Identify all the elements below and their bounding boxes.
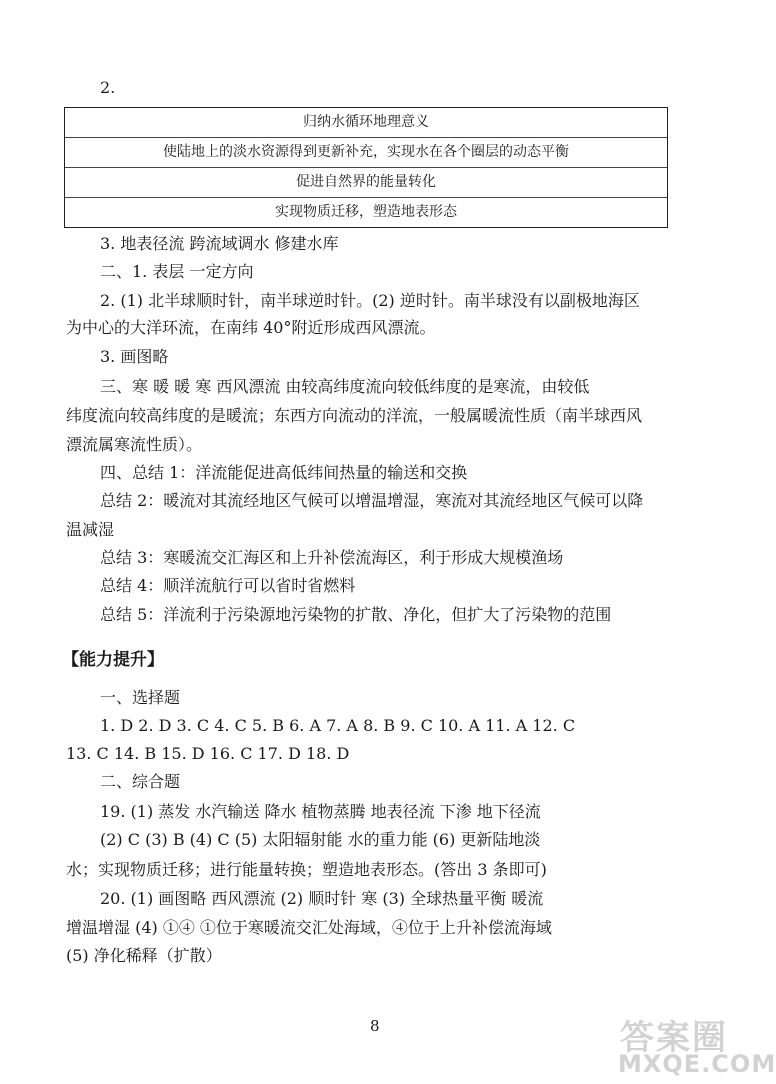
table-header-row: 归纳水循环地理意义 bbox=[65, 108, 667, 138]
answer-line: 总结 2：暖流对其流经地区气候可以增温增湿，寒流对其流经地区气候可以降 bbox=[100, 491, 644, 510]
answer-line: 一、选择题 bbox=[100, 688, 181, 707]
answer-line: 水；实现物质迁移；进行能量转换；塑造地表形态。(答出 3 条即可) bbox=[66, 860, 547, 879]
answer-line: 四、总结 1：洋流能促进高低纬间热量的输送和交换 bbox=[100, 463, 468, 482]
answer-line: 纬度流向较高纬度的是暖流；东西方向流动的洋流，一般属暖流性质（南半球西风 bbox=[66, 406, 643, 425]
watermark-logo bbox=[612, 1010, 776, 1080]
answer-line: 3. 画图略 bbox=[100, 347, 169, 366]
page-number: 8 bbox=[370, 1017, 380, 1035]
answer-line: 增温增湿 (4) ①④ ①位于寒暖流交汇处海域，④位于上升补偿流海域 bbox=[66, 918, 552, 937]
answer-line: 总结 4：顺洋流航行可以省时省燃料 bbox=[100, 576, 356, 595]
answer-line: 19. (1) 蒸发 水汽输送 降水 植物蒸腾 地表径流 下渗 地下径流 bbox=[100, 802, 541, 821]
watermark-url: MXQE.COM bbox=[618, 1050, 776, 1078]
table-row: 促进自然界的能量转化 bbox=[65, 168, 667, 198]
table-row: 使陆地上的淡水资源得到更新补充，实现水在各个圈层的动态平衡 bbox=[65, 138, 667, 168]
answer-line: (5) 净化稀释（扩散） bbox=[66, 946, 222, 965]
answer-line: 三、寒 暖 暖 寒 西风漂流 由较高纬度流向较低纬度的是寒流，由较低 bbox=[100, 377, 590, 396]
water-cycle-significance-table bbox=[64, 107, 668, 228]
answer-line: 13. C 14. B 15. D 16. C 17. D 18. D bbox=[66, 744, 350, 763]
table-row: 实现物质迁移，塑造地表形态 bbox=[275, 204, 457, 220]
answer-line: 3. 地表径流 跨流域调水 修建水库 bbox=[100, 234, 339, 253]
watermark-text: 答案圈 bbox=[620, 1018, 728, 1058]
answer-line: 总结 5：洋流利于污染源地污染物的扩散、净化，但扩大了污染物的范围 bbox=[100, 605, 612, 624]
answer-line: 二、1. 表层 一定方向 bbox=[100, 262, 254, 281]
answer-line: 二、综合题 bbox=[100, 772, 181, 791]
answer-line: 1. D 2. D 3. C 4. C 5. B 6. A 7. A 8. B 9. C 10. A 11. A 12. C bbox=[100, 716, 576, 735]
answer-line: (2) C (3) B (4) C (5) 太阳辐射能 水的重力能 (6) 更新陆地淡 bbox=[100, 830, 541, 849]
answer-line: 漂流属寒流性质）。 bbox=[66, 435, 203, 454]
answer-line: 总结 3：寒暖流交汇海区和上升补偿流海区，利于形成大规模渔场 bbox=[100, 548, 564, 567]
section-heading: 【能力提升】 bbox=[62, 650, 164, 670]
item-number-2: 2. bbox=[100, 78, 116, 97]
answer-line: 2. (1) 北半球顺时针，南半球逆时针。(2) 逆时针。南半球没有以副极地海区 bbox=[100, 291, 640, 310]
answer-line: 为中心的大洋环流，在南纬 40°附近形成西风漂流。 bbox=[66, 318, 436, 337]
answer-line: 20. (1) 画图略 西风漂流 (2) 顺时针 寒 (3) 全球热量平衡 暖流 bbox=[100, 889, 544, 908]
answer-line: 温减湿 bbox=[66, 520, 115, 539]
